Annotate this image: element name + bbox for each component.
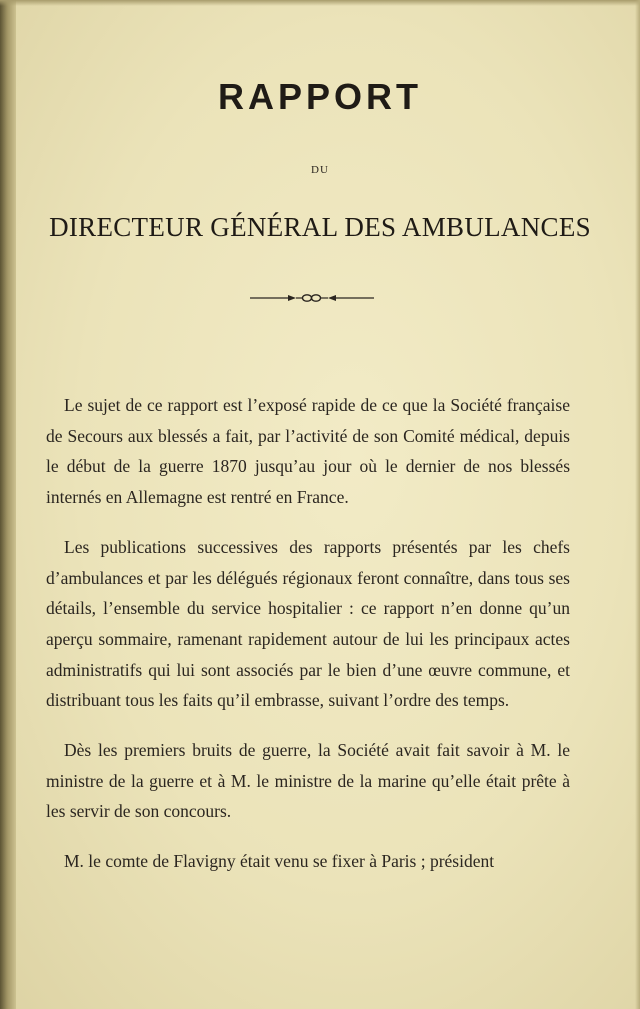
paragraph: Dès les premiers bruits de guerre, la Société avait fait savoir à M. le ministre de la guerre et à M. le ministre de la marine qu’elle était prête à les servir de son concours. xyxy=(46,740,570,822)
paragraph: Le sujet de ce rapport est l’exposé rapide de ce que la Société française de Secours aux blessés a fait, par l’activité de son Comité médical, depuis le début de la guerre 1870 jusqu’au jour où le dernier de nos blessés internés en Allemagne est rentré en France. xyxy=(46,395,570,508)
book-spine-shadow xyxy=(0,0,16,1009)
page-title: RAPPORT xyxy=(217,76,422,117)
page-top-edge xyxy=(0,0,640,6)
page-subtitle: DIRECTEUR GÉNÉRAL DES AMBULANCES xyxy=(49,212,591,242)
paragraph: Les publications successives des rapports présentés par les chefs d’ambulances et par les délégués régionaux feront connaître, dans tous ses détails, l’ensemble du service hospitalier : ce rapport n’en donne qu’un aperçu sommaire, ramenant rapidement autour de lui les principaux actes administratifs qui lui sont associés par le bien d’une œuvre commune, et distribuant tous les faits qu’il embrasse, suivant l’ordre des temps. xyxy=(46,536,570,711)
body-text xyxy=(46,390,570,896)
paragraph: M. le comte de Flavigny était venu se fixer à Paris ; président xyxy=(64,851,495,872)
ornamental-rule-icon xyxy=(250,292,374,304)
title-connector: DU xyxy=(311,164,329,176)
page-right-edge xyxy=(635,0,640,1009)
